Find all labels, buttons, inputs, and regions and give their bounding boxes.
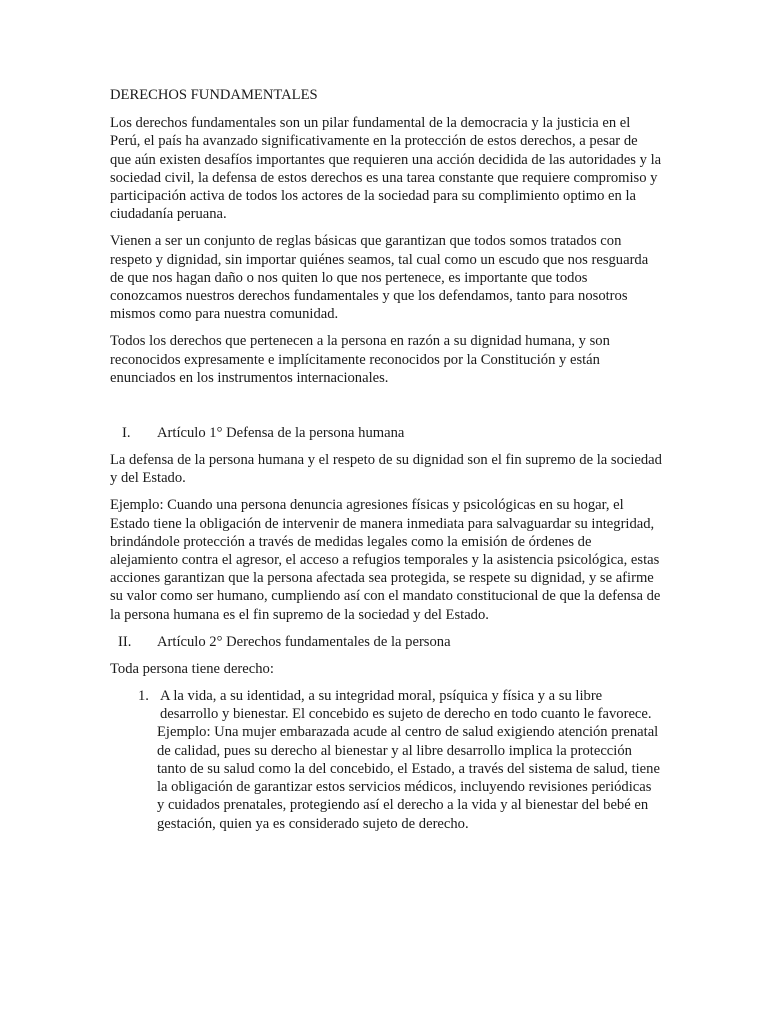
section-1-example: Ejemplo: Cuando una persona denuncia agresiones físicas y psicológicas en su hogar, el Estado tiene la obligación de intervenir de manera inmediata para salvaguardar su integridad, brindándole protección a través de medidas legales como la emisión de órdenes de alejamiento contra el agresor, el acceso a refugios temporales y la asistencia psicológica, estas acciones garantizan que la persona afectada sea protegida, se respete su dignidad, y se afirme su valor como ser humano, cumpliendo así con el mandato constitucional de que la defensa de la persona humana es el fin supremo de la sociedad y del Estado. bbox=[110, 497, 661, 623]
intro-paragraph-2: Vienen a ser un conjunto de reglas básicas que garantizan que todos somos tratados con respeto y dignidad, sin importar quiénes seamos, tal cual como un escudo que nos resguarda de que nos hagan daño o nos quiten lo que nos pertenece, es importante que todos conozcamos nuestros derechos fundamentales y que los defendamos, tanto para nosotros mismos como para nuestra comunidad. bbox=[110, 233, 649, 323]
section-number: II. bbox=[118, 633, 132, 650]
intro-paragraph-1: Los derechos fundamentales son un pilar fundamental de la democracia y la justicia en el Perú, el país ha avanzado significativamente en la protección de estos derechos, a pesar de que aún existen desafíos importantes que requieren una acción decidida de las autoridades y la sociedad civil, la defensa de estos derechos es una tarea constante que requiere compromiso y participación activa de todos los actores de la sociedad para su complimiento optimo en la ciudadanía peruana. bbox=[110, 115, 662, 223]
list-item-example: Ejemplo: Una mujer embarazada acude al centro de salud exigiendo atención prenatal de calidad, pues su derecho al bienestar y al libre desarrollo implica la protección tanto de su salud como la del concebido, el Estado, a través del sistema de salud, tiene la obligación de garantizar estos servicios médicos, incluyendo revisiones periódicas y cuidados prenatales, protegiendo así el derecho a la vida y al bienestar del bebé en gestación, quien ya es considerado sujeto de derecho. bbox=[157, 724, 660, 832]
section-title: Artículo 2° Derechos fundamentales de la persona bbox=[157, 633, 451, 650]
section-heading-1 bbox=[110, 424, 662, 442]
section-title: Artículo 1° Defensa de la persona humana bbox=[157, 425, 405, 442]
section-number: I. bbox=[122, 425, 131, 442]
list-item-text: A la vida, a su identidad, a su integridad moral, psíquica y física y a su libre desarrollo y bienestar. El concebido es sujeto de derecho en todo cuanto le favorece. bbox=[160, 688, 652, 723]
list-item bbox=[110, 687, 662, 833]
intro-paragraph-3: Todos los derechos que pertenecen a la persona en razón a su dignidad humana, y son reconocidos expresamente e implícitamente reconocidos por la Constitución y están enunciados en los instrumentos internacionales. bbox=[110, 333, 610, 386]
section-spacer bbox=[110, 396, 662, 424]
document-title: DERECHOS FUNDAMENTALES bbox=[110, 87, 318, 103]
document-page bbox=[110, 86, 662, 833]
section-1-paragraph-1: La defensa de la persona humana y el respeto de su dignidad son el fin supremo de la sociedad y del Estado. bbox=[110, 452, 662, 487]
section-heading-2 bbox=[110, 633, 662, 651]
list-marker: 1. bbox=[138, 688, 149, 705]
section-2-intro: Toda persona tiene derecho: bbox=[110, 660, 274, 677]
